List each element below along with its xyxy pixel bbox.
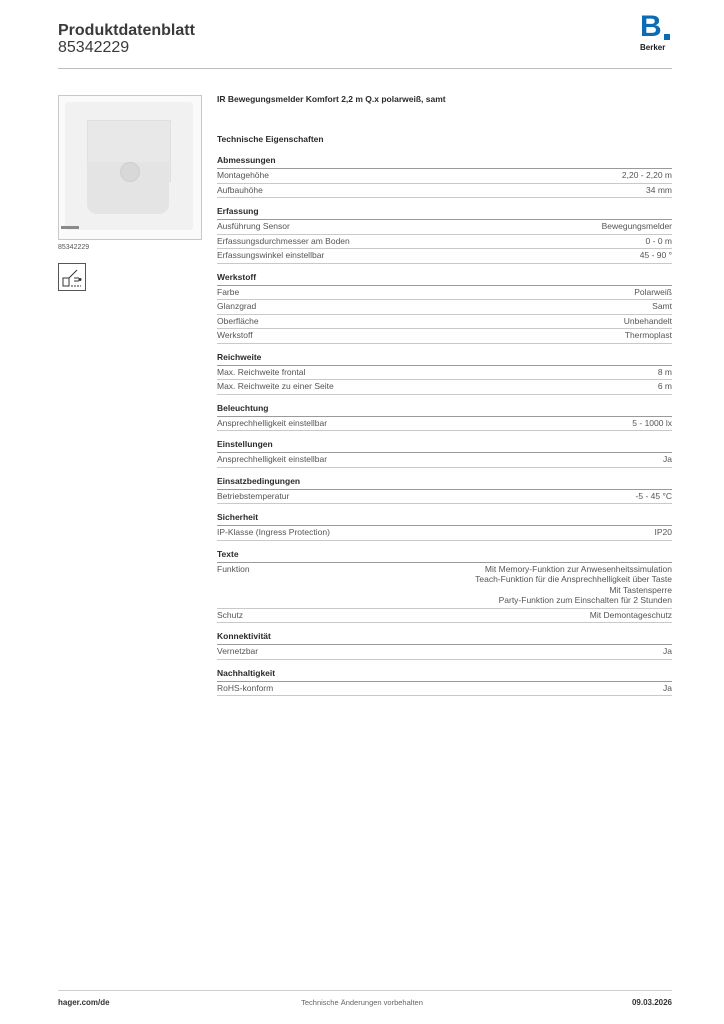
spec-row <box>217 329 672 344</box>
spec-label: Vernetzbar <box>217 646 259 656</box>
spec-section <box>217 631 672 660</box>
spec-row <box>217 609 672 624</box>
spec-label: Ansprechhelligkeit einstellbar <box>217 417 328 428</box>
spec-row <box>217 184 672 199</box>
spec-label: Glanzgrad <box>217 301 257 311</box>
footer-website: hager.com/de <box>58 998 110 1007</box>
spec-label: Ansprechhelligkeit einstellbar <box>217 454 328 464</box>
spec-section <box>217 206 672 264</box>
spec-row <box>217 526 672 541</box>
logo-dot <box>664 34 670 40</box>
spec-value: 5 - 1000 lx <box>632 417 672 428</box>
spec-section <box>217 549 672 624</box>
spec-value: Thermoplast <box>624 330 672 340</box>
spec-label: Funktion <box>217 563 250 574</box>
spec-value: 45 - 90 ° <box>639 250 672 260</box>
spec-row <box>217 417 672 432</box>
spec-value: Ja <box>663 454 672 464</box>
spec-label: Betriebstemperatur <box>217 490 290 501</box>
spec-row <box>217 249 672 264</box>
logo-word: Berker <box>640 43 666 52</box>
spec-row <box>217 490 672 505</box>
product-spec-content <box>217 94 672 704</box>
spec-row <box>217 453 672 468</box>
spec-section <box>217 155 672 198</box>
spec-label: Erfassungsdurchmesser am Boden <box>217 235 350 246</box>
spec-row <box>217 563 672 609</box>
sensor-lens <box>120 162 140 182</box>
spec-value: 34 mm <box>646 184 672 195</box>
spec-label: Aufbauhöhe <box>217 184 263 195</box>
spec-section <box>217 476 672 505</box>
spec-value: 0 - 0 m <box>645 235 672 246</box>
spec-label: Werkstoff <box>217 330 253 340</box>
spec-row <box>217 380 672 395</box>
spec-value: Samt <box>652 301 672 311</box>
spec-section <box>217 272 672 344</box>
product-name: IR Bewegungsmelder Komfort 2,2 m Q.x polarweiß, samt <box>217 94 446 104</box>
section-title: Werkstoff <box>217 272 672 286</box>
spec-value: Ja <box>663 682 672 693</box>
spec-label: Max. Reichweite frontal <box>217 366 306 377</box>
spec-section <box>217 439 672 468</box>
spec-value: Bewegungsmelder <box>601 221 672 231</box>
spec-section <box>217 403 672 432</box>
berker-logo <box>640 10 674 54</box>
spec-value: Polarweiß <box>634 286 672 297</box>
spec-row <box>217 645 672 660</box>
spec-row <box>217 169 672 184</box>
section-title: Sicherheit <box>217 512 672 526</box>
header-divider <box>58 68 672 69</box>
spec-value: Ja <box>663 646 672 656</box>
spec-value: 8 m <box>657 366 672 377</box>
section-title: Reichweite <box>217 352 672 366</box>
spec-label: Oberfläche <box>217 315 259 326</box>
section-title: Texte <box>217 549 672 563</box>
spec-row <box>217 286 672 301</box>
section-title: Beleuchtung <box>217 403 672 417</box>
section-title: Einstellungen <box>217 439 672 453</box>
spec-value: 6 m <box>657 381 672 391</box>
tech-properties-title: Technische Eigenschaften <box>217 134 324 144</box>
spec-section <box>217 352 672 395</box>
spec-value: Mit Demontageschutz <box>589 609 672 620</box>
spec-row <box>217 366 672 381</box>
section-title: Erfassung <box>217 206 672 220</box>
spec-section <box>217 668 672 697</box>
spec-label: RoHS-konform <box>217 682 274 693</box>
page-title: Produktdatenblatt <box>58 22 195 39</box>
spec-section <box>217 512 672 541</box>
spec-row <box>217 300 672 315</box>
spec-value: Mit Memory-Funktion zur Anwesenheitssimulation Teach-Funktion für die Ansprechhelligkeit über Taste Mit Tastensperre Party-Funktion zum Einschalten für 2 Stunden <box>475 563 672 605</box>
spec-label: Ausführung Sensor <box>217 221 290 231</box>
spec-value: IP20 <box>654 527 672 537</box>
spec-sections <box>217 155 672 696</box>
section-title: Konnektivität <box>217 631 672 645</box>
spec-value: -5 - 45 °C <box>635 490 672 501</box>
section-title: Einsatzbedingungen <box>217 476 672 490</box>
spec-label: Farbe <box>217 286 240 297</box>
spec-label: Erfassungswinkel einstellbar <box>217 250 325 260</box>
logo-letter: B <box>640 10 662 43</box>
spec-label: Max. Reichweite zu einer Seite <box>217 381 334 391</box>
footer-divider <box>58 990 672 991</box>
footer-date: 09.03.2026 <box>631 998 672 1007</box>
spec-label: Montagehöhe <box>217 170 269 180</box>
product-image-caption: 85342229 <box>58 244 90 251</box>
footer-disclaimer: Technische Änderungen vorbehalten <box>301 998 423 1007</box>
spec-label: IP-Klasse (Ingress Protection) <box>217 527 330 537</box>
spec-row <box>217 682 672 697</box>
product-image <box>58 95 202 240</box>
section-title: Nachhaltigkeit <box>217 668 672 682</box>
scale-icon <box>61 226 79 229</box>
section-title: Abmessungen <box>217 155 672 169</box>
sensor-mounting-icon <box>58 263 86 291</box>
spec-row <box>217 220 672 235</box>
spec-row <box>217 315 672 330</box>
spec-value: Unbehandelt <box>623 315 672 326</box>
article-number: 85342229 <box>58 39 130 56</box>
spec-value: 2,20 - 2,20 m <box>621 170 672 180</box>
spec-label: Schutz <box>217 609 243 620</box>
spec-row <box>217 235 672 250</box>
